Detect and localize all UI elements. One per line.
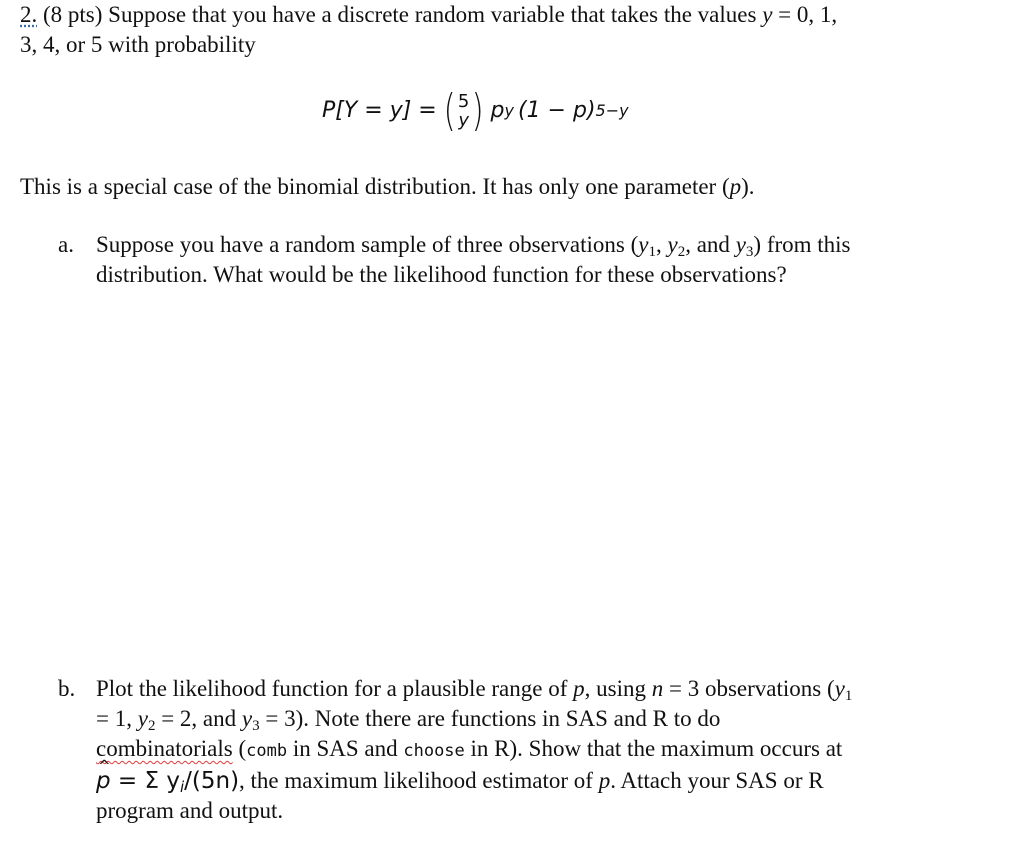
y1-var: y	[638, 232, 649, 257]
part-b-eq2: = 2, and	[155, 706, 242, 731]
part-b-eq3: = 3). Note there are functions in SAS and R to do	[259, 706, 721, 731]
part-b-line-1	[96, 674, 956, 704]
part-a-text-1: Suppose you have a random sample of three observations (	[96, 232, 639, 257]
part-a-letter: a.	[58, 232, 74, 257]
y3-sub: 3	[745, 244, 754, 260]
binom-top: 5	[457, 91, 470, 112]
y3-var: y	[735, 232, 746, 257]
part-b-y1-sub: 1	[844, 688, 853, 704]
part-b-y3-sub: 3	[252, 718, 260, 734]
part-b-p: p	[573, 676, 585, 701]
part-a-body	[96, 230, 956, 290]
part-b-in-sas: in SAS and	[287, 736, 404, 761]
part-a-text-2: ) from this	[753, 232, 851, 257]
part-b-mle-text: , the maximum likelihood estimator of	[239, 768, 599, 793]
part-b-eq1: = 1,	[96, 706, 138, 731]
combinatorials-word: combinatorials	[96, 736, 233, 761]
special-case-sentence	[20, 172, 1010, 202]
part-a-line-2: distribution. What would be the likelihood function for these observations?	[96, 262, 787, 287]
comb-code: comb	[246, 741, 288, 761]
pmf-formula: P[Y = y] = ( 5 y ) p y (1 − p) 5−y	[322, 85, 629, 136]
part-a-line-1	[96, 230, 956, 260]
part-b-show: in R). Show that the maximum occurs at	[464, 736, 843, 761]
formula-one-minus: (1 − p)	[517, 98, 596, 123]
problem-number: 2.	[20, 2, 38, 27]
part-b-y2: y	[137, 706, 148, 731]
part-b-letter: b.	[58, 676, 76, 701]
part-b-obs: = 3 observations (	[663, 676, 835, 701]
part-b-y2-sub: 2	[147, 718, 156, 734]
mle-sub-i: i	[179, 778, 185, 796]
problem-intro	[20, 0, 1010, 60]
problem-points: (8 pts)	[43, 2, 103, 27]
part-b-y3: y	[241, 706, 253, 731]
part-b-paren: (	[232, 736, 247, 761]
p-hat: p ^	[96, 766, 111, 796]
part-b-n: n	[651, 676, 664, 701]
part-b-y1: y	[834, 676, 845, 701]
formula-p: p	[490, 98, 505, 123]
intro-text: Suppose that you have a discrete random variable that takes the values	[108, 2, 763, 27]
part-a-and: , and	[685, 232, 736, 257]
part-b-attach: . Attach your SAS or R	[610, 768, 824, 793]
mle-sum: = Σ y	[110, 768, 180, 794]
part-b-line-4	[96, 766, 956, 796]
y1-sub: 1	[648, 244, 656, 260]
special-case-text: This is a special case of the binomial distribution. It has only one parameter (	[20, 174, 730, 199]
part-b-line-2	[96, 704, 956, 734]
special-case-param: p	[729, 174, 742, 199]
part-b-using: , using	[584, 676, 652, 701]
special-case-end: ).	[741, 174, 755, 199]
y2-sub: 2	[677, 244, 686, 260]
binom-bottom: y	[458, 110, 469, 131]
part-b-text-1: Plot the likelihood function for a plausible range of	[96, 676, 574, 701]
intro-line-1	[20, 0, 1010, 30]
part-b-line-3	[96, 734, 956, 766]
intro-line-2: 3, 4, or 5 with probability	[20, 32, 256, 57]
part-a-comma-1: ,	[656, 232, 668, 257]
binomial-coefficient: ( 5 y )	[443, 85, 484, 136]
formula-lhs: P[Y = y] =	[322, 98, 437, 123]
intro-var: y	[762, 2, 773, 27]
y2-var: y	[667, 232, 678, 257]
choose-code: choose	[403, 741, 465, 761]
intro-values: = 0, 1,	[772, 2, 838, 27]
part-b-line-5: program and output.	[96, 798, 284, 823]
part-b-body	[96, 674, 956, 826]
part-b-p2: p	[598, 768, 611, 793]
mle-div: /(5n)	[184, 768, 240, 794]
